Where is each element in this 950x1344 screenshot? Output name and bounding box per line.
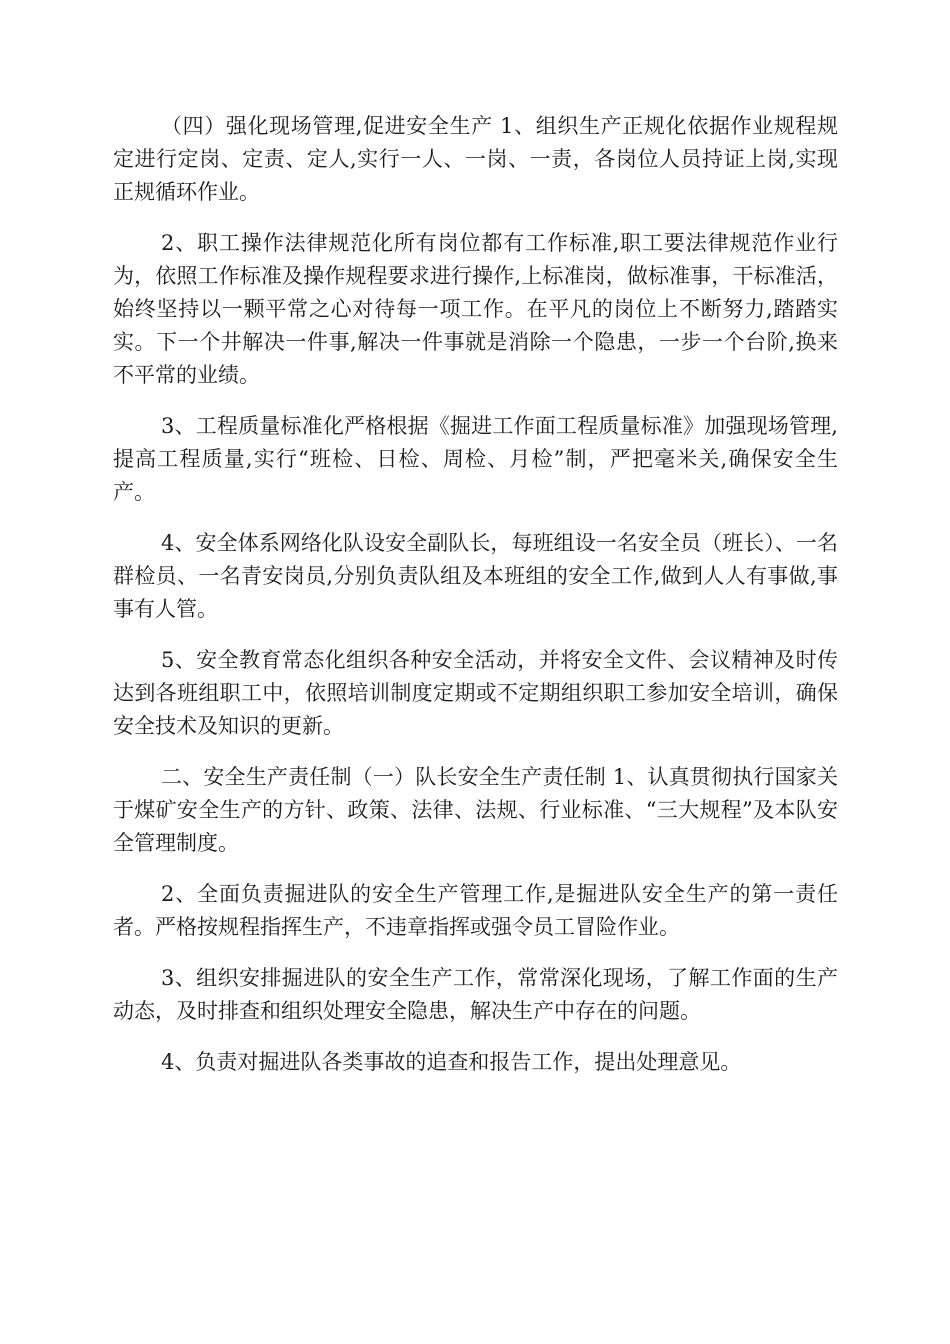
document-page xyxy=(113,110,838,1097)
paragraph-engineering-quality: 3、工程质量标准化严格根据《掘进工作面工程质量标准》加强现场管理,提高工程质量,实行“班检、日检、周检、月检”制，严把毫米关,确保安全生产。 xyxy=(113,414,838,504)
paragraph-worker-operation: 2、职工操作法律规范化所有岗位都有工作标准,职工要法律规范作业行为，依照工作标准及操作规程要求进行操作,上标准岗，做标准事，干标准活，始终坚持以一颗平常之心对待每一项工作。在平凡的岗位上不断努力,踏踏实实。下一个井解决一件事,解决一件事就是消除一个隐患，一步一个台阶,换来不平常的业绩。 xyxy=(113,231,838,387)
paragraph-overall-responsibility: 2、全面负责掘进队的安全生产管理工作,是掘进队安全生产的第一责任者。严格按规程指挥生产，不违章指挥或强令员工冒险作业。 xyxy=(113,882,838,939)
paragraph-accident-investigation: 4、负责对掘进队各类事故的追查和报告工作，提出处理意见。 xyxy=(161,1050,742,1074)
paragraph-site-management: （四）强化现场管理,促进安全生产 1、组织生产正规化依据作业规程规定进行定岗、定责、定人,实行一人、一岗、一责，各岗位人员持证上岗,实现正规循环作业。 xyxy=(113,114,838,204)
paragraph-organize-production: 3、组织安排掘进队的安全生产工作，常常深化现场，了解工作面的生产动态，及时排查和组织处理安全隐患，解决生产中存在的问题。 xyxy=(113,966,838,1023)
paragraph-safety-network: 4、安全体系网络化队设安全副队长，每班组设一名安全员（班长）、一名群检员、一名青安岗员,分别负责队组及本班组的安全工作,做到人人有事做,事事有人管。 xyxy=(113,531,838,621)
paragraph-safety-education: 5、安全教育常态化组织各种安全活动，并将安全文件、会议精神及时传达到各班组职工中，依照培训制度定期或不定期组织职工参加安全培训，确保安全技术及知识的更新。 xyxy=(113,648,838,738)
paragraph-responsibility-system: 二、安全生产责任制（一）队长安全生产责任制 1、认真贯彻执行国家关于煤矿安全生产的方针、政策、法律、法规、行业标准、“三大规程”及本队安全管理制度。 xyxy=(113,765,838,855)
